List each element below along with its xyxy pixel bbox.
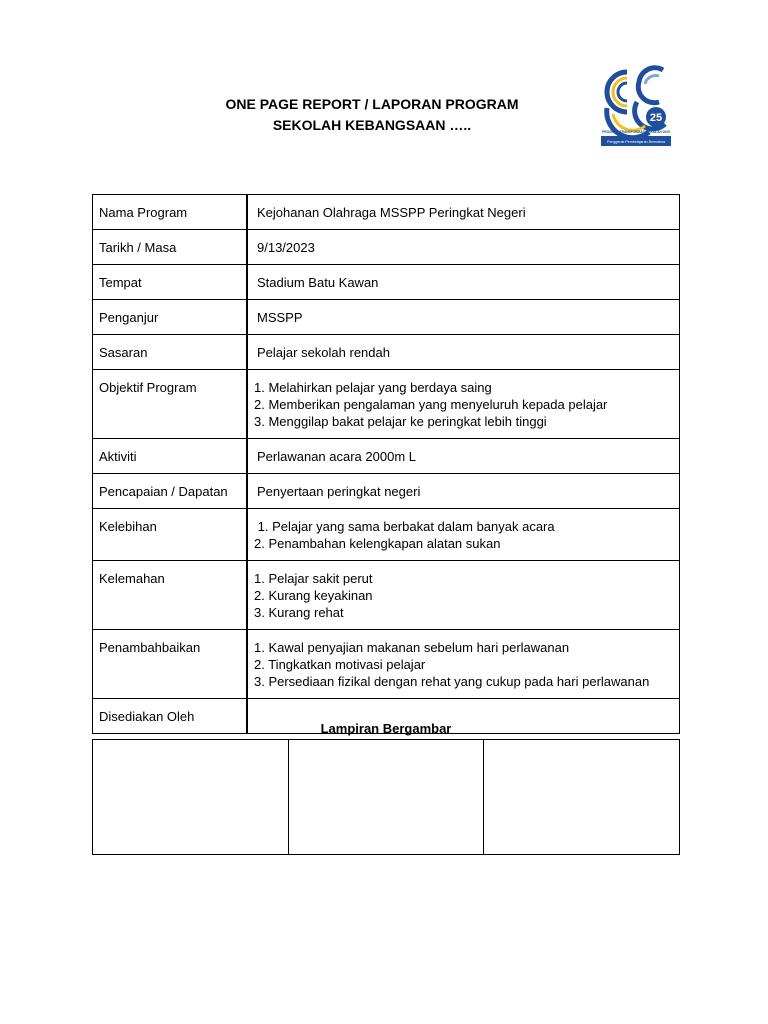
list-item: 2. Kurang keyakinan (254, 588, 373, 603)
row-value (247, 370, 680, 439)
row-value: Stadium Batu Kawan (247, 265, 680, 300)
logo-caption-bottom: Penggerak Pembelajaran Bermakna (607, 140, 665, 144)
row-value (247, 561, 680, 630)
row-value (247, 630, 680, 699)
list-item: 1. Melahirkan pelajar yang berdaya saing (254, 380, 492, 395)
list-item: 1. Pelajar sakit perut (254, 571, 373, 586)
table-row (93, 195, 680, 230)
row-label: Tempat (93, 265, 248, 300)
row-label: Penganjur (93, 300, 248, 335)
row-value: MSSPP (247, 300, 680, 335)
row-label: Aktiviti (93, 439, 248, 474)
table-row (93, 439, 680, 474)
row-value: 9/13/2023 (247, 230, 680, 265)
row-value (247, 509, 680, 561)
row-label: Sasaran (93, 335, 248, 370)
row-label: Kelemahan (93, 561, 248, 630)
table-row (93, 335, 680, 370)
row-value: Pelajar sekolah rendah (247, 335, 680, 370)
list-item: 3. Kurang rehat (254, 605, 344, 620)
table-row (93, 630, 680, 699)
row-label: Objektif Program (93, 370, 248, 439)
row-value: Perlawanan acara 2000m L (247, 439, 680, 474)
school-transformation-logo (599, 62, 673, 148)
table-row (93, 230, 680, 265)
list-item: 1. Pelajar yang sama berbakat dalam banyak acara (254, 519, 555, 534)
row-label: Pencapaian / Dapatan (93, 474, 248, 509)
photo-slot (288, 740, 484, 855)
table-row (93, 265, 680, 300)
row-value: Penyertaan peringkat negeri (247, 474, 680, 509)
table-row (93, 561, 680, 630)
list-item: 3. Menggilap bakat pelajar ke peringkat lebih tinggi (254, 414, 547, 429)
table-row (93, 300, 680, 335)
table-row (93, 474, 680, 509)
photo-slot (93, 740, 289, 855)
row-label: Disediakan Oleh (93, 699, 248, 734)
attachments-caption: Lampiran Bergambar (320, 721, 452, 736)
row-label: Kelebihan (93, 509, 248, 561)
report-table (92, 194, 680, 734)
list-item: 1. Kawal penyajian makanan sebelum hari perlawanan (254, 640, 570, 655)
title-line-1: ONE PAGE REPORT / LAPORAN PROGRAM (225, 96, 519, 112)
row-label: Nama Program (93, 195, 248, 230)
list-item: 2. Tingkatkan motivasi pelajar (254, 657, 426, 672)
list-item: 2. Memberikan pengalaman yang menyeluruh kepada pelajar (254, 397, 608, 412)
photo-attachment-grid (92, 739, 680, 855)
row-label: Tarikh / Masa (93, 230, 248, 265)
photo-slot (484, 740, 680, 855)
row-value: Kejohanan Olahraga MSSPP Peringkat Negeri (247, 195, 680, 230)
logo-number: 25 (649, 112, 663, 124)
table-row (93, 370, 680, 439)
report-title (92, 94, 652, 136)
logo-caption-top: PROGRAM TRANSFORMASI SEKOLAH 2025 (602, 130, 670, 134)
row-label: Penambahbaikan (93, 630, 248, 699)
title-line-2: SEKOLAH KEBANGSAAN ….. (272, 117, 472, 133)
table-row (93, 509, 680, 561)
list-item: 3. Persediaan fizikal dengan rehat yang cukup pada hari perlawanan (254, 674, 650, 689)
list-item: 2. Penambahan kelengkapan alatan sukan (254, 536, 501, 551)
